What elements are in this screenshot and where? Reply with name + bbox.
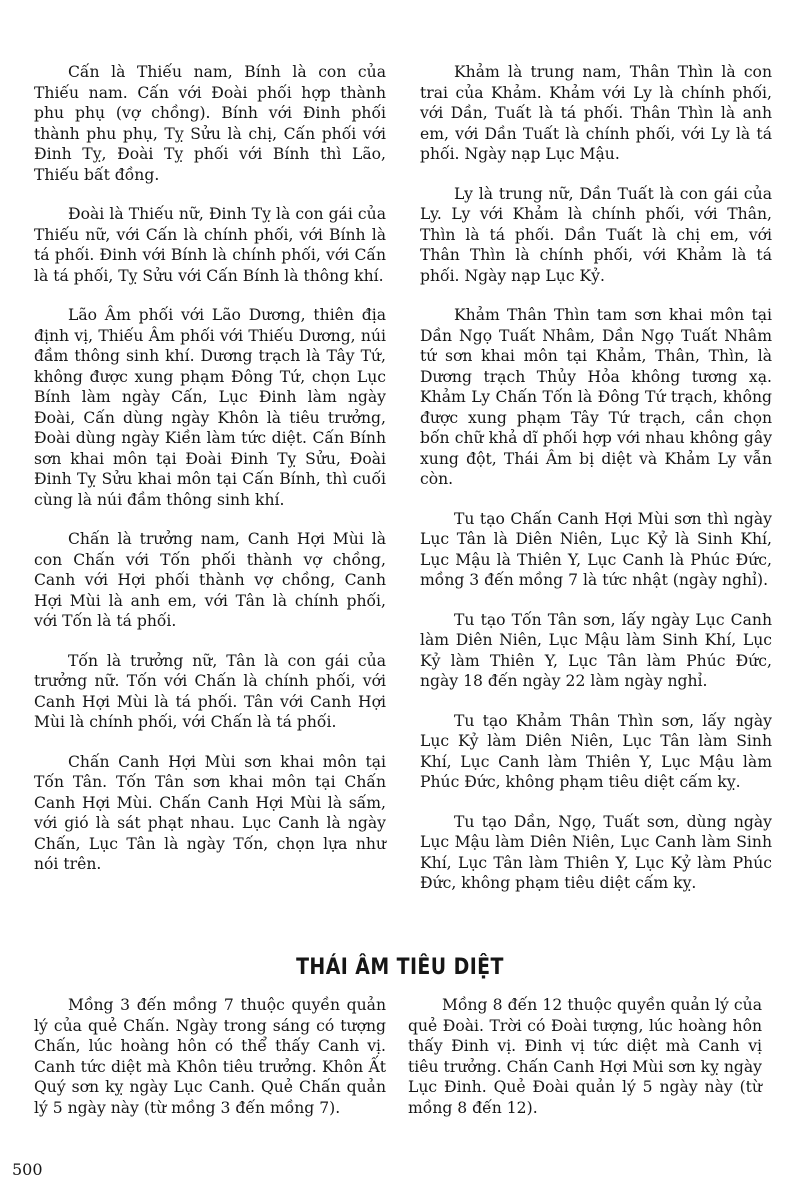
paragraph: Tốn là trưởng nữ, Tân là con gái của trưởng nữ. Tốn với Chấn là chính phối, với Canh Hợi Mùi là tá phối. Tân với Canh Hợi Mùi là chính phối, với Chấn là tá phối.: [34, 651, 386, 731]
paragraph: Cấn là Thiếu nam, Bính là con của Thiếu nam. Cấn với Đoài phối hợp thành phu phụ (vợ chồng). Bính với Đinh phối thành phu phụ, Tỵ Sửu là chị, Cấn phối với Đinh Tỵ, Đoài Tỵ phối với Bính thì Lão, Thiếu bất đồng.: [34, 63, 386, 184]
paragraph: Tu tạo Tốn Tân sơn, lấy ngày Lục Canh làm Diên Niên, Lục Mậu làm Sinh Khí, Lục Kỷ làm Thiên Y, Lục Tân làm Phúc Đức, ngày 18 đến ngày 22 làm ngày nghỉ.: [420, 610, 772, 690]
paragraph: Tu tạo Khảm Thân Thìn sơn, lấy ngày Lục Kỷ làm Diên Niên, Lục Tân làm Sinh Khí, Lục Canh làm Thiên Y, Lục Mậu làm Phúc Đức, không phạm tiêu diệt cấm kỵ.: [420, 711, 772, 791]
paragraph: Ly là trung nữ, Dần Tuất là con gái của Ly. Ly với Khảm là chính phối, với Thân, Thìn là tá phối. Dần Tuất là chị em, với Thân Thìn là chính phối, với Khảm là tá phối. Ngày nạp Lục Kỷ.: [420, 184, 772, 285]
paragraph: Đoài là Thiếu nữ, Đinh Tỵ là con gái của Thiếu nữ, với Cấn là chính phối, với Bính là tá phối. Đinh với Bính là chính phối, với Cấn là tá phối, Tỵ Sửu với Cấn Bính là thông khí.: [34, 205, 386, 285]
paragraph: Mồng 3 đến mồng 7 thuộc quyền quản lý của quẻ Chấn. Ngày trong sáng có tượng Chấn, lúc hoàng hôn có thể thấy Canh vị. Canh tức diệt mà Khôn tiêu trưởng. Khôn Ất Quý sơn kỵ ngày Lục Canh. Quẻ Chấn quản lý 5 ngày này (từ mồng 3 đến mồng 7).: [34, 996, 386, 1117]
paragraph: Tu tạo Chấn Canh Hợi Mùi sơn thì ngày Lục Tân là Diên Niên, Lục Kỷ là Sinh Khí, Lục Mậu là Thiên Y, Lục Canh là Phúc Đức, mồng 3 đến mồng 7 là tức nhật (ngày nghỉ).: [420, 509, 772, 589]
paragraph: Chấn là trưởng nam, Canh Hợi Mùi là con Chấn với Tốn phối thành vợ chồng, Canh với Hợi phối thành vợ chồng, Canh Hợi Mùi là anh em, với Tân là chính phối, với Tốn là tá phối.: [34, 530, 386, 630]
left-text-column: [34, 62, 386, 894]
paragraph: Tu tạo Dần, Ngọ, Tuất sơn, dùng ngày Lục Mậu làm Diên Niên, Lục Canh làm Sinh Khí, Lục Tân làm Thiên Y, Lục Kỷ làm Phúc Đức, không phạm tiêu diệt cấm kỵ.: [420, 812, 772, 892]
paragraph: Lão Âm phối với Lão Dương, thiên địa định vị, Thiếu Âm phối với Thiếu Dương, núi đầm thông sinh khí. Dương trạch là Tây Tứ, không được xung phạm Đông Tứ, chọn Lục Bính làm ngày Cấn, Lục Đinh làm ngày Đoài, Cấn dùng ngày Khôn là tiêu trưởng, Đoài dùng ngày Kiền làm tức diệt. Cấn Bính sơn khai môn tại Đoài Đinh Tỵ Sửu, Đoài Đinh Tỵ Sửu khai môn tại Cấn Bính, thì cuối cùng là núi đầm thông sinh khí.: [34, 306, 386, 509]
paragraph: Khảm là trung nam, Thân Thìn là con trai của Khảm. Khảm với Ly là chính phối, với Dần, Tuất là tá phối. Thân Thìn là anh em, với Dần Tuất là chính phối, với Ly là tá phối. Ngày nạp Lục Mậu.: [420, 63, 772, 163]
right-text-column: [420, 62, 772, 913]
paragraph: Mồng 8 đến 12 thuộc quyền quản lý của quẻ Đoài. Trời có Đoài tượng, lúc hoàng hôn thấy Đinh vị. Đinh vị tức diệt mà Canh vị tiêu trưởng. Chấn Canh Hợi Mùi sơn kỵ ngày Lục Đinh. Quẻ Đoài quản lý 5 ngày này (từ mồng 8 đến 12).: [408, 996, 762, 1117]
bottom-left-column: [34, 995, 386, 1137]
section-heading: THÁI ÂM TIÊU DIỆT: [296, 955, 504, 980]
paragraph: Chấn Canh Hợi Mùi sơn khai môn tại Tốn Tân. Tốn Tân sơn khai môn tại Chấn Canh Hợi Mùi. Chấn Canh Hợi Mùi là sấm, với gió là sát phạt nhau. Lục Canh là ngày Chấn, Lục Tân là ngày Tốn, chọn lựa như nói trên.: [34, 752, 386, 873]
page-number: 500: [12, 1160, 43, 1179]
paragraph: Khảm Thân Thìn tam sơn khai môn tại Dần Ngọ Tuất Nhâm, Dần Ngọ Tuất Nhâm tứ sơn khai môn tại Khảm, Thân, Thìn, là Dương trạch Thủy Hỏa không tương xạ. Khảm Ly Chấn Tốn là Đông Tứ trạch, không được xung phạm Tây Tứ trạch, cần chọn bốn chữ khả dĩ phối hợp với nhau không gây xung đột, Thái Âm bị diệt và Khảm Ly vẫn còn.: [420, 306, 772, 488]
bottom-right-column: [408, 995, 762, 1137]
